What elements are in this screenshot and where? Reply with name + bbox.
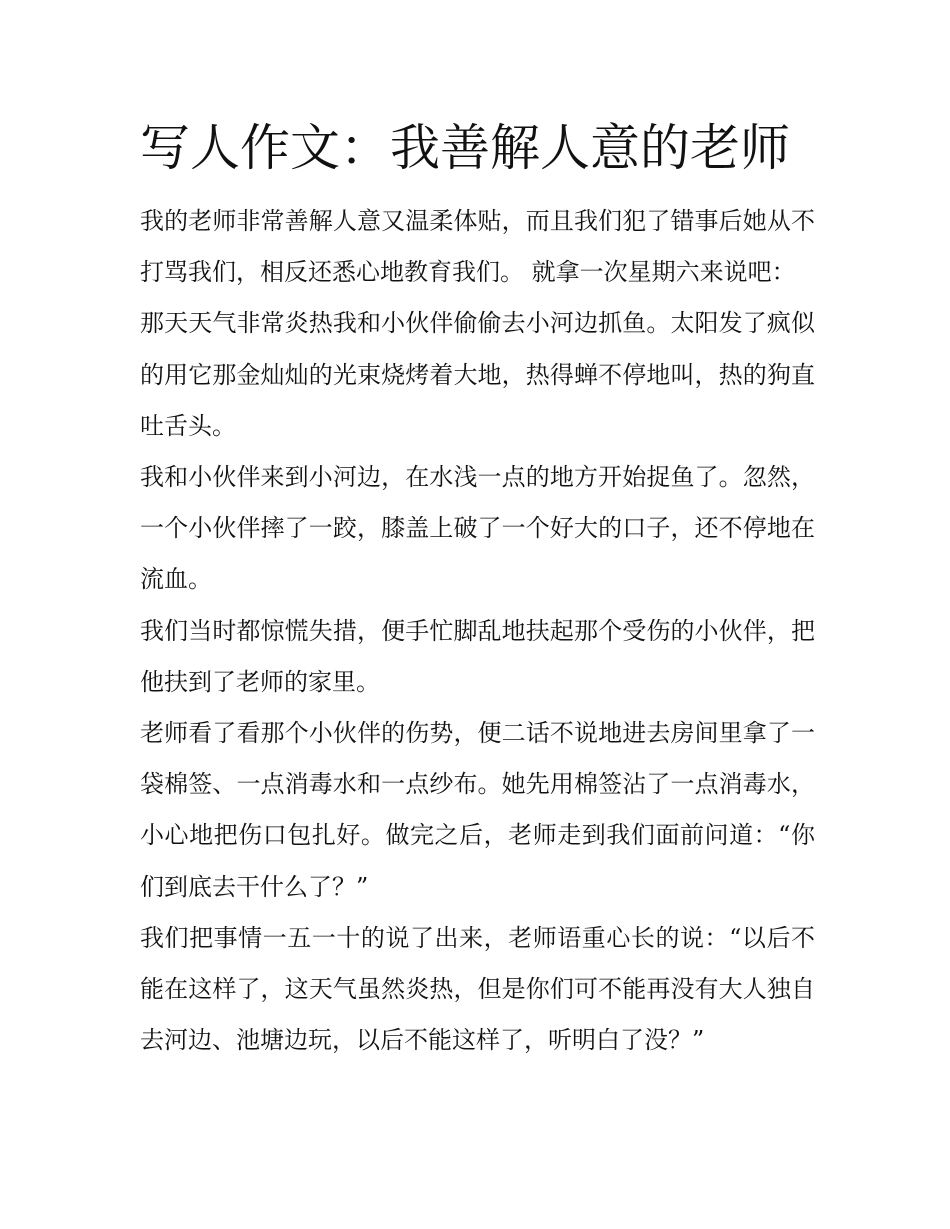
paragraph: 那天天气非常炎热我和小伙伴偷偷去小河边抓鱼。太阳发了疯似的用它那金灿灿的光束烧烤着大地，热得蝉不停地叫，热的狗直吐舌头。	[140, 309, 815, 440]
paragraph: 我的老师非常善解人意又温柔体贴，而且我们犯了错事后她从不打骂我们，相反还悉心地教育我们。 就拿一次星期六来说吧：	[140, 207, 815, 287]
paragraph: 我和小伙伴来到小河边，在水浅一点的地方开始捉鱼了。忽然，一个小伙伴摔了一跤，膝盖上破了一个好大的口子，还不停地在流血。	[140, 463, 815, 594]
paragraph: 老师看了看那个小伙伴的伤势，便二话不说地进去房间里拿了一袋棉签、一点消毒水和一点纱布。她先用棉签沾了一点消毒水，小心地把伤口包扎好。做完之后，老师走到我们面前问道：“你们到底去干什么了？”	[140, 719, 815, 901]
document-body	[140, 196, 815, 1066]
document-title: 写人作文：我善解人意的老师	[140, 119, 790, 177]
paragraph: 我们把事情一五一十的说了出来，老师语重心长的说：“以后不能在这样了，这天气虽然炎热，但是你们可不能再没有大人独自去河边、池塘边玩，以后不能这样了，听明白了没？”	[140, 923, 815, 1055]
paragraph: 我们当时都惊慌失措，便手忙脚乱地扶起那个受伤的小伙伴，把他扶到了老师的家里。	[140, 616, 815, 696]
